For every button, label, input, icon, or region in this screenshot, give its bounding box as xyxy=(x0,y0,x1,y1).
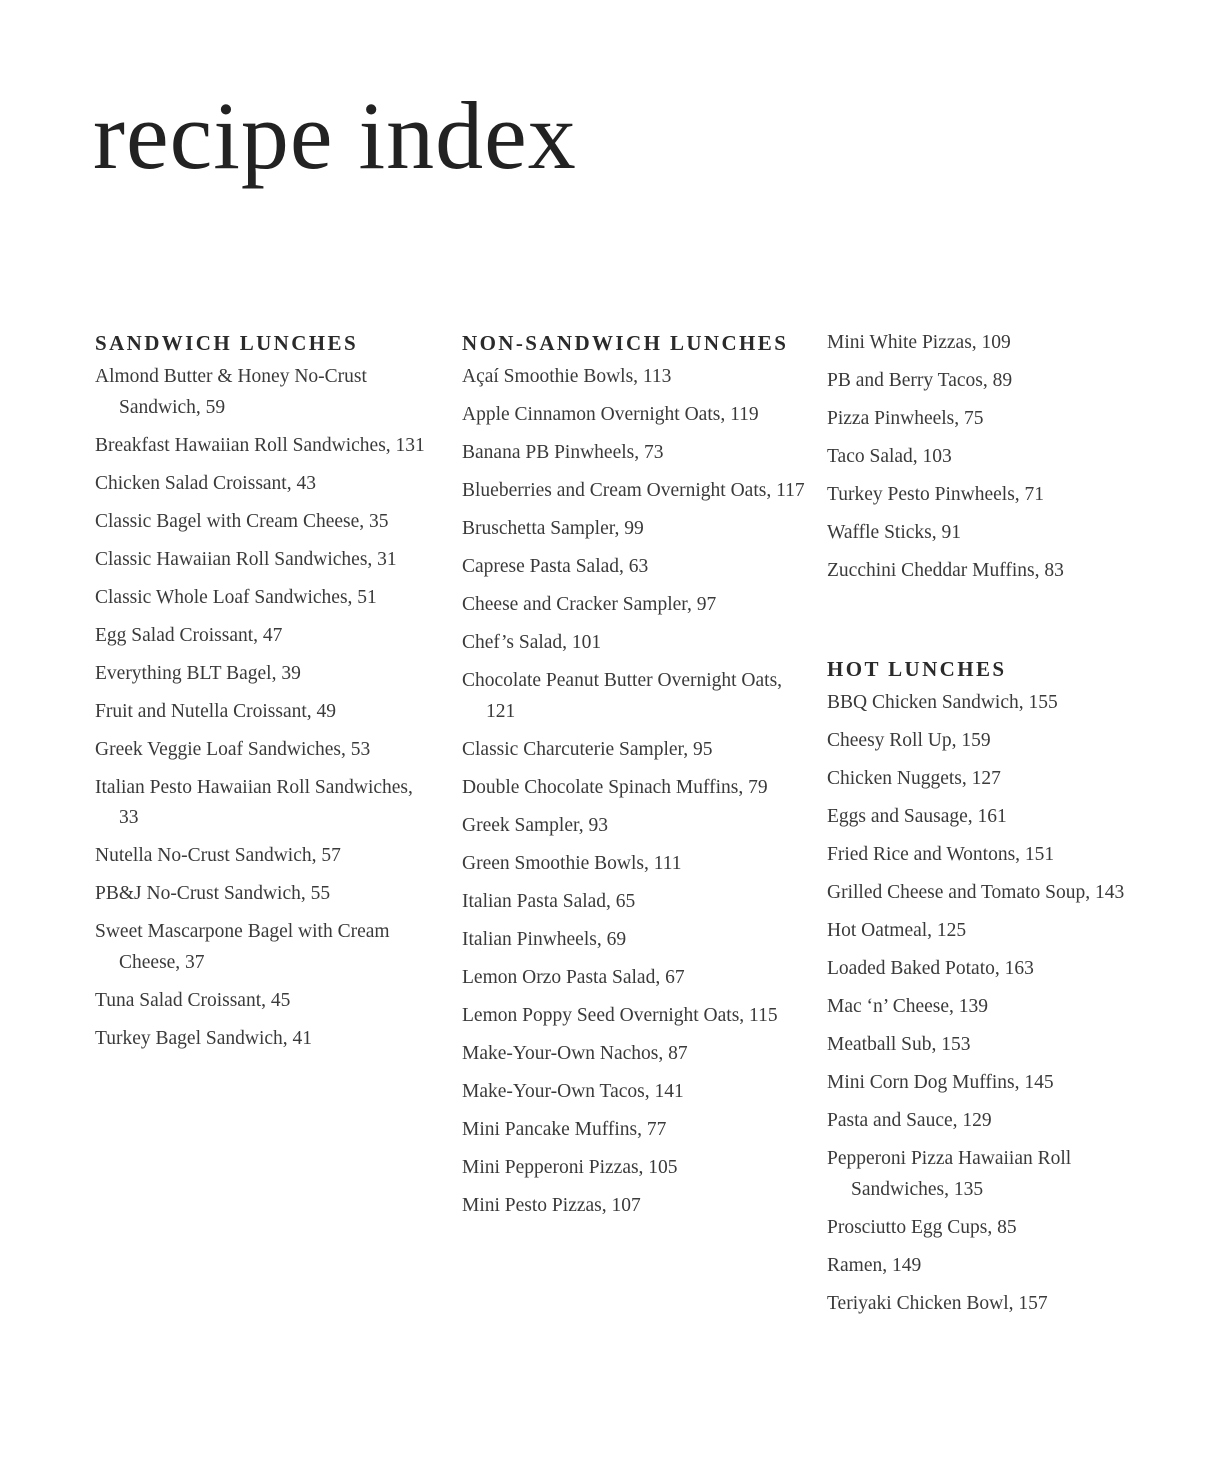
index-column-2 xyxy=(462,328,807,1229)
index-entry: Italian Pinwheels, 69 xyxy=(462,928,627,950)
index-entry: Classic Bagel with Cream Cheese, 35 xyxy=(95,510,389,532)
index-entry: Meatball Sub, 153 xyxy=(827,1034,971,1055)
index-entry: Make-Your-Own Tacos, 141 xyxy=(462,1080,684,1102)
sandwich-lunches-list xyxy=(95,362,430,1054)
non-sandwich-lunches-list xyxy=(462,362,807,1221)
index-entry: Taco Salad, 103 xyxy=(827,446,952,467)
section-heading-sandwich-lunches: SANDWICH LUNCHES xyxy=(95,331,359,355)
index-entry: Ramen, 149 xyxy=(827,1254,922,1276)
index-entry: Loaded Baked Potato, 163 xyxy=(827,958,1034,979)
section-heading-non-sandwich-lunches: NON-SANDWICH LUNCHES xyxy=(462,331,789,355)
index-entry: Greek Sampler, 93 xyxy=(462,814,608,836)
index-entry: Chef’s Salad, 101 xyxy=(462,632,602,653)
index-entry: Egg Salad Croissant, 47 xyxy=(95,624,283,646)
index-entry: PB and Berry Tacos, 89 xyxy=(827,370,1013,391)
index-entry: Lemon Poppy Seed Overnight Oats, 115 xyxy=(462,1004,778,1026)
index-entry: Chocolate Peanut Butter Overnight Oats, 121 xyxy=(462,670,783,722)
index-entry: Classic Hawaiian Roll Sandwiches, 31 xyxy=(95,548,397,570)
index-entry: Mini Pesto Pizzas, 107 xyxy=(462,1194,641,1216)
index-entry: Green Smoothie Bowls, 111 xyxy=(462,852,682,874)
index-entry: Cheese and Cracker Sampler, 97 xyxy=(462,594,717,615)
index-entry: Fruit and Nutella Croissant, 49 xyxy=(95,700,337,722)
index-entry: Mini Pancake Muffins, 77 xyxy=(462,1118,667,1140)
index-entry: Prosciutto Egg Cups, 85 xyxy=(827,1216,1017,1238)
index-entry: Sweet Mascarpone Bagel with Cream Cheese, 37 xyxy=(95,921,390,973)
index-entry: Fried Rice and Wontons, 151 xyxy=(827,844,1055,865)
index-entry: Chicken Nuggets, 127 xyxy=(827,768,1001,789)
index-entry: Classic Whole Loaf Sandwiches, 51 xyxy=(95,586,377,608)
index-entry: Italian Pasta Salad, 65 xyxy=(462,890,636,912)
index-entry: Greek Veggie Loaf Sandwiches, 53 xyxy=(95,738,371,760)
index-entry: Açaí Smoothie Bowls, 113 xyxy=(462,366,672,387)
index-entry: Tuna Salad Croissant, 45 xyxy=(95,989,291,1011)
index-entry: Caprese Pasta Salad, 63 xyxy=(462,556,649,577)
index-entry: Chicken Salad Croissant, 43 xyxy=(95,472,316,494)
index-entry: Almond Butter & Honey No-Crust Sandwich, 59 xyxy=(95,366,367,418)
index-entry: Zucchini Cheddar Muffins, 83 xyxy=(827,560,1064,581)
index-entry: Pepperoni Pizza Hawaiian Roll Sandwiches, 135 xyxy=(827,1148,1072,1200)
index-column-1 xyxy=(95,328,430,1062)
index-column-3 xyxy=(827,328,1147,1327)
index-entry: Pizza Pinwheels, 75 xyxy=(827,408,984,429)
page-title: recipe index xyxy=(93,82,577,189)
index-entry: Turkey Bagel Sandwich, 41 xyxy=(95,1027,313,1049)
index-entry: Blueberries and Cream Overnight Oats, 117 xyxy=(462,480,805,501)
index-entry: Hot Oatmeal, 125 xyxy=(827,920,967,941)
index-entry: Waffle Sticks, 91 xyxy=(827,522,962,543)
index-entry: Lemon Orzo Pasta Salad, 67 xyxy=(462,966,685,988)
index-entry: Classic Charcuterie Sampler, 95 xyxy=(462,738,713,760)
section-heading-hot-lunches: HOT LUNCHES xyxy=(827,657,1007,681)
index-entry: Nutella No-Crust Sandwich, 57 xyxy=(95,845,341,866)
non-sandwich-lunches-list-continued xyxy=(827,328,1147,587)
index-entry: Make-Your-Own Nachos, 87 xyxy=(462,1042,688,1064)
index-entry: Breakfast Hawaiian Roll Sandwiches, 131 xyxy=(95,434,425,456)
section-spacer xyxy=(827,594,1147,654)
index-entry: Mini Corn Dog Muffins, 145 xyxy=(827,1072,1054,1093)
hot-lunches-list xyxy=(827,688,1147,1319)
index-entry: PB&J No-Crust Sandwich, 55 xyxy=(95,883,331,904)
index-entry: Italian Pesto Hawaiian Roll Sandwiches, 33 xyxy=(95,776,413,828)
index-entry: Cheesy Roll Up, 159 xyxy=(827,730,991,751)
index-entry: Grilled Cheese and Tomato Soup, 143 xyxy=(827,882,1125,903)
index-entry: Mac ‘n’ Cheese, 139 xyxy=(827,996,988,1017)
index-entry: Banana PB Pinwheels, 73 xyxy=(462,442,664,463)
index-entry: BBQ Chicken Sandwich, 155 xyxy=(827,692,1058,713)
index-entry: Pasta and Sauce, 129 xyxy=(827,1110,992,1131)
index-entry: Mini White Pizzas, 109 xyxy=(827,332,1011,353)
index-entry: Bruschetta Sampler, 99 xyxy=(462,518,644,539)
index-entry: Eggs and Sausage, 161 xyxy=(827,806,1007,827)
index-entry: Double Chocolate Spinach Muffins, 79 xyxy=(462,776,768,798)
index-entry: Everything BLT Bagel, 39 xyxy=(95,662,301,684)
index-entry: Mini Pepperoni Pizzas, 105 xyxy=(462,1156,678,1178)
index-entry: Turkey Pesto Pinwheels, 71 xyxy=(827,484,1045,505)
index-entry: Teriyaki Chicken Bowl, 157 xyxy=(827,1292,1048,1314)
index-entry: Apple Cinnamon Overnight Oats, 119 xyxy=(462,404,759,425)
